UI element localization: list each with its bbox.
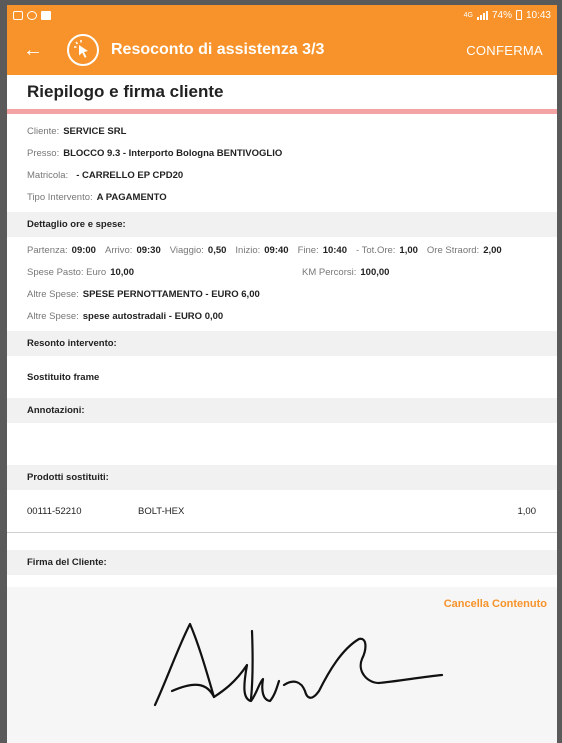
arrivo-label: Arrivo: bbox=[104, 244, 133, 256]
km-label: KM Percorsi: bbox=[302, 266, 357, 278]
fine-label: Fine: bbox=[297, 244, 319, 256]
cliente-label: Cliente: bbox=[27, 125, 60, 137]
tipo-row bbox=[7, 186, 557, 208]
partenza-value: 09:00 bbox=[71, 244, 96, 256]
product-name: BOLT-HEX bbox=[138, 505, 185, 517]
whatsapp-icon bbox=[27, 11, 37, 20]
arrivo-value: 09:30 bbox=[136, 244, 161, 256]
prodotti-header: Prodotti sostituiti: bbox=[7, 465, 557, 490]
pasto-label: Spese Pasto: Euro bbox=[27, 266, 107, 278]
viaggio-value: 0,50 bbox=[207, 244, 227, 256]
matricola-value: - CARRELLO EP CPD20 bbox=[76, 169, 184, 181]
cliente-value: SERVICE SRL bbox=[63, 125, 127, 137]
presso-label: Presso: bbox=[27, 147, 60, 159]
fine-value: 10:40 bbox=[322, 244, 347, 256]
tipo-label: Tipo Intervento: bbox=[27, 191, 93, 203]
battery-level: 74% bbox=[491, 9, 512, 21]
network-type: 4G bbox=[463, 11, 473, 19]
altre-spese-value: spese autostradali - EURO 0,00 bbox=[82, 310, 224, 322]
annotazioni-header: Annotazioni: bbox=[7, 398, 557, 423]
resoconto-text: Sostituito frame bbox=[27, 371, 100, 383]
tipo-value: A PAGAMENTO bbox=[96, 191, 167, 203]
app-title: Resoconto di assistenza 3/3 bbox=[111, 41, 325, 58]
clock: 10:43 bbox=[525, 9, 551, 21]
totore-label: - Tot.Ore: bbox=[356, 244, 396, 256]
pasto-km-row bbox=[7, 261, 557, 283]
resoconto-header: Resonto intervento: bbox=[7, 331, 557, 356]
pasto-value: 10,00 bbox=[110, 266, 134, 278]
presso-value: BLOCCO 9.3 - Interporto Bologna BENTIVOGLIO bbox=[63, 147, 283, 159]
signature-pad[interactable] bbox=[7, 587, 557, 743]
matricola-label: Matricola: bbox=[27, 169, 69, 181]
inizio-label: Inizio: bbox=[235, 244, 261, 256]
spacer bbox=[7, 533, 557, 550]
firma-header: Firma del Cliente: bbox=[7, 550, 557, 575]
clear-signature-button[interactable]: Cancella Contenuto bbox=[443, 598, 547, 610]
mail-icon bbox=[41, 11, 51, 20]
cliente-row bbox=[7, 120, 557, 142]
signature-drawing bbox=[7, 587, 557, 743]
ore-spese-header: Dettaglio ore e spese: bbox=[7, 212, 557, 237]
viaggio-label: Viaggio: bbox=[169, 244, 204, 256]
straord-value: 2,00 bbox=[483, 244, 502, 256]
app-frame bbox=[7, 5, 557, 743]
altre-spese-label: Altre Spese: bbox=[27, 310, 79, 322]
page-title: Riepilogo e firma cliente bbox=[7, 75, 557, 109]
straord-label: Ore Straord: bbox=[426, 244, 480, 256]
annotazioni-text bbox=[7, 423, 557, 465]
cursor-click-icon bbox=[67, 34, 99, 66]
km-value: 100,00 bbox=[360, 266, 390, 278]
status-bar bbox=[7, 5, 557, 25]
product-code: 00111-52210 bbox=[27, 505, 82, 517]
matricola-row bbox=[7, 164, 557, 186]
gallery-icon bbox=[13, 11, 23, 20]
summary-info bbox=[7, 114, 557, 208]
table-row bbox=[7, 490, 557, 532]
ore-spese-block bbox=[7, 237, 557, 327]
partenza-label: Partenza: bbox=[27, 244, 68, 256]
altre-spese-value: SPESE PERNOTTAMENTO - EURO 6,00 bbox=[82, 288, 260, 300]
totore-value: 1,00 bbox=[399, 244, 418, 256]
signal-icon bbox=[477, 11, 488, 20]
product-qty: 1,00 bbox=[517, 505, 536, 517]
app-bar bbox=[7, 25, 557, 75]
inizio-value: 09:40 bbox=[264, 244, 289, 256]
altre-spese-label: Altre Spese: bbox=[27, 288, 79, 300]
battery-icon bbox=[516, 10, 522, 20]
arrow-left-icon[interactable]: ← bbox=[23, 38, 43, 61]
presso-row bbox=[7, 142, 557, 164]
altre-spese-row-2 bbox=[7, 305, 557, 327]
confirm-button[interactable]: CONFERMA bbox=[466, 42, 543, 58]
times-row bbox=[7, 239, 557, 261]
altre-spese-row-1 bbox=[7, 283, 557, 305]
